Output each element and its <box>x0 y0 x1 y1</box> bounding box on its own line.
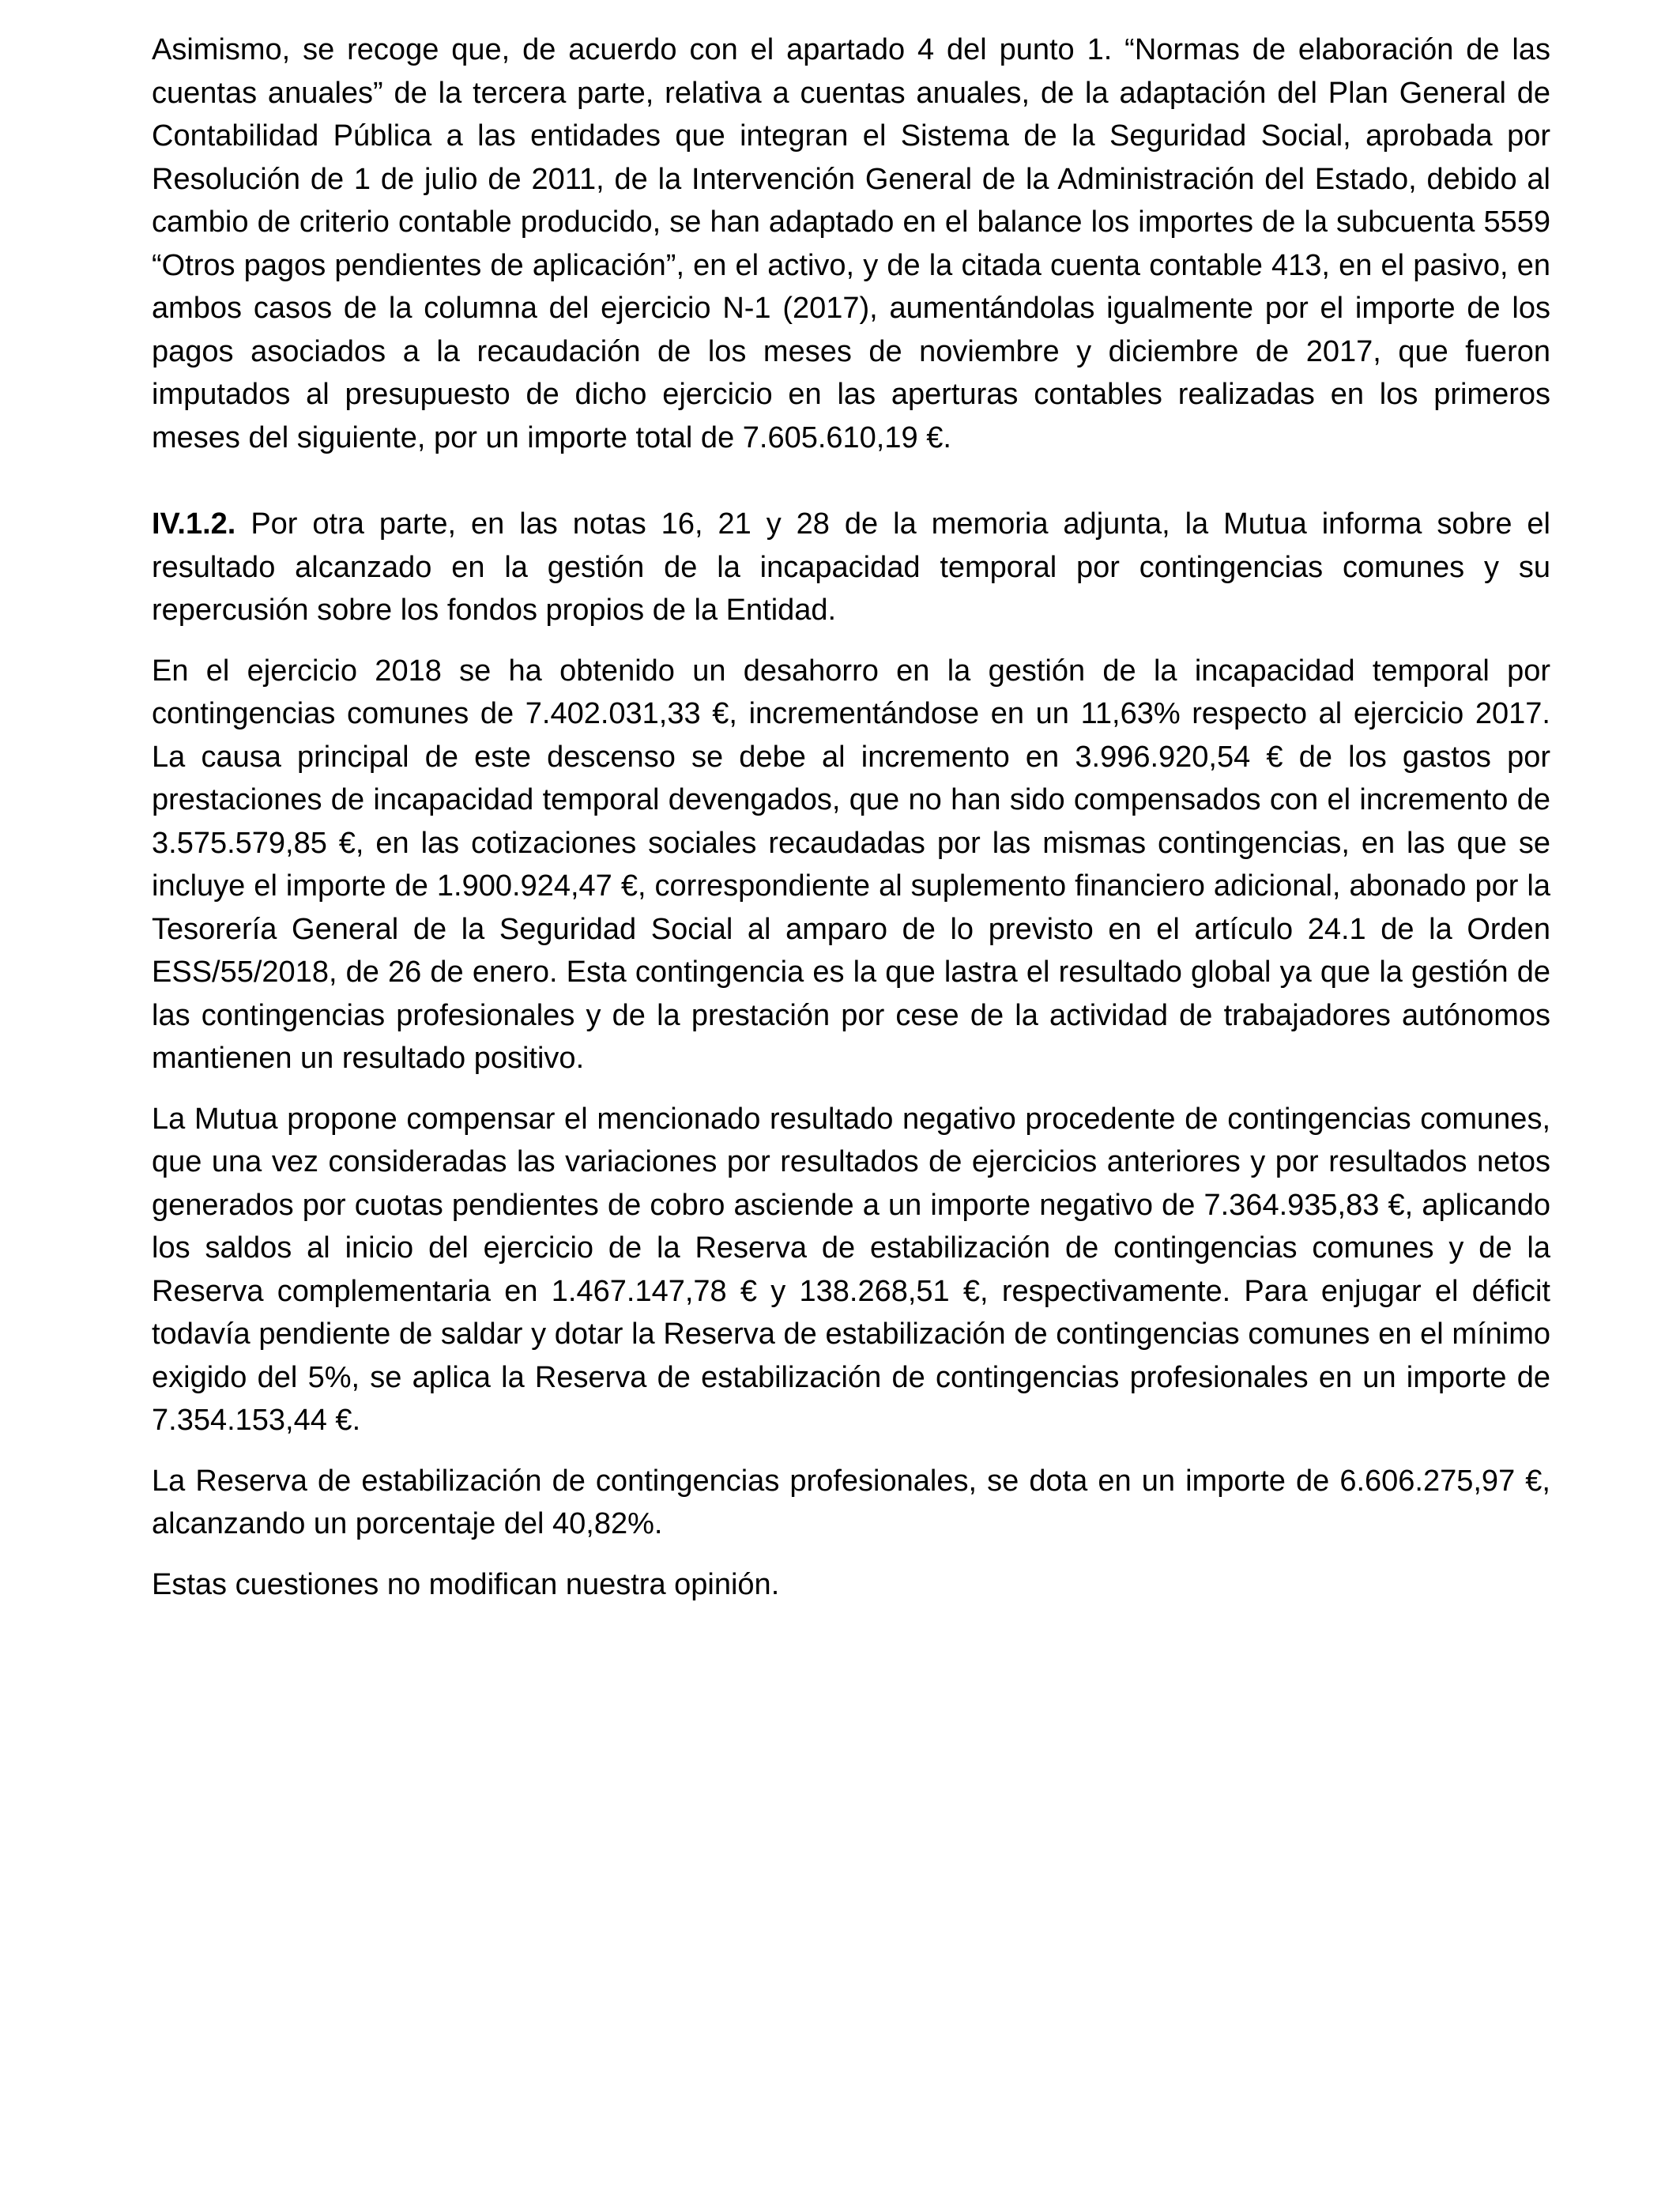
paragraph-desahorro-2018: En el ejercicio 2018 se ha obtenido un desahorro en la gestión de la incapacidad temporal por contingencias comunes de 7.402.031,33 €, incrementándose en un 11,63% respecto al ejercicio 2017. La causa principal de este descenso se debe al incremento en 3.996.920,54 € de los gastos por prestaciones de incapacidad temporal devengados, que no han sido compensados con el incremento de 3.575.579,85 €, en las cotizaciones sociales recaudadas por las mismas contingencias, en las que se incluye el importe de 1.900.924,47 €, correspondiente al suplemento financiero adicional, abonado por la Tesorería General de la Seguridad Social al amparo de lo previsto en el artículo 24.1 de la Orden ESS/55/2018, de 26 de enero. Esta contingencia es la que lastra el resultado global ya que la gestión de las contingencias profesionales y de la prestación por cese de la actividad de trabajadores autónomos mantienen un resultado positivo. <box>152 654 1550 1075</box>
paragraph-opinion-statement: Estas cuestiones no modifican nuestra opinión. <box>152 1567 780 1601</box>
paragraph-section-iv-1-2 <box>152 503 1550 632</box>
paragraph-balance-adjustment: Asimismo, se recoge que, de acuerdo con el apartado 4 del punto 1. “Normas de elaboración de las cuentas anuales” de la tercera parte, relativa a cuentas anuales, de la adaptación del Plan General de Contabilidad Pública a las entidades que integran el Sistema de la Seguridad Social, aprobada por Resolución de 1 de julio de 2011, de la Intervención General de la Administración del Estado, debido al cambio de criterio contable producido, se han adaptado en el balance los importes de la subcuenta 5559 “Otros pagos pendientes de aplicación”, en el activo, y de la citada cuenta contable 413, en el pasivo, en ambos casos de la columna del ejercicio N-1 (2017), aumentándolas igualmente por el importe de los pagos asociados a la recaudación de los meses de noviembre y diciembre de 2017, que fueron imputados al presupuesto de dicho ejercicio en las aperturas contables realizadas en los primeros meses del siguiente, por un importe total de 7.605.610,19 €. <box>152 33 1550 454</box>
paragraph-reserve-allocation: La Reserva de estabilización de contingencias profesionales, se dota en un importe de 6.606.275,97 €, alcanzando un porcentaje del 40,82%. <box>152 1464 1550 1540</box>
document-page <box>152 28 1550 1606</box>
section-number: IV.1.2. <box>152 507 236 541</box>
paragraph-compensation-proposal: La Mutua propone compensar el mencionado resultado negativo procedente de contingencias comunes, que una vez consideradas las variaciones por resultados de ejercicios anteriores y por resultados netos generados por cuotas pendientes de cobro asciende a un importe negativo de 7.364.935,83 €, aplicando los saldos al inicio del ejercicio de la Reserva de estabilización de contingencias comunes y de la Reserva complementaria en 1.467.147,78 € y 138.268,51 €, respectivamente. Para enjugar el déficit todavía pendiente de saldar y dotar la Reserva de estabilización de contingencias comunes en el mínimo exigido del 5%, se aplica la Reserva de estabilización de contingencias profesionales en un importe de 7.354.153,44 €. <box>152 1102 1550 1437</box>
paragraph-section-text: Por otra parte, en las notas 16, 21 y 28 de la memoria adjunta, la Mutua informa sobre el resultado alcanzado en la gestión de la incapacidad temporal por contingencias comunes y su repercusión sobre los fondos propios de la Entidad. <box>152 507 1550 627</box>
